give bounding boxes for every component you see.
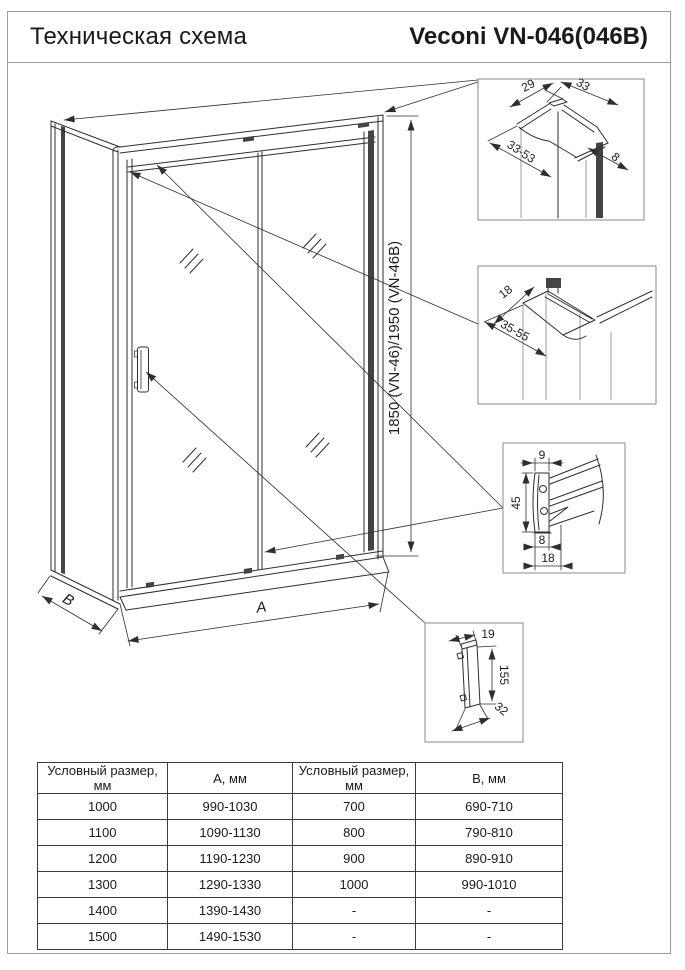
table-cell: 1100 <box>38 820 168 846</box>
table-cell: 700 <box>293 794 416 820</box>
detail4-dim-19: 19 <box>481 627 495 641</box>
col-header-a-mm: А, мм <box>168 763 293 794</box>
roller <box>146 582 154 588</box>
table-cell: 1000 <box>293 872 416 898</box>
roller <box>244 568 252 574</box>
table-cell: 1000 <box>38 794 168 820</box>
hatch-icon <box>306 433 329 457</box>
leader-lines <box>64 80 503 623</box>
front-frame <box>113 115 389 610</box>
table-cell: 790-810 <box>416 820 563 846</box>
table-header-row <box>38 763 563 794</box>
track-clip <box>243 136 254 142</box>
detail3-dim-8: 8 <box>538 533 546 547</box>
table-cell: 800 <box>293 820 416 846</box>
detail4-dim-32: 32 <box>491 699 512 719</box>
table-cell: 690-710 <box>416 794 563 820</box>
table-cell: 1190-1230 <box>168 846 293 872</box>
size-table-body <box>38 794 563 950</box>
depth-dimension-b <box>38 576 118 634</box>
main-view <box>51 115 389 610</box>
detail-box-top-rail-profile <box>478 75 644 220</box>
table-cell: - <box>416 898 563 924</box>
table-cell: - <box>293 898 416 924</box>
width-dimension-a <box>120 573 388 646</box>
detail1-dim-33-53: 33-53 <box>504 137 538 166</box>
depth-dimension-label: B <box>59 590 77 610</box>
size-table-container <box>37 762 563 950</box>
hatch-icon <box>180 249 203 273</box>
table-row <box>38 820 563 846</box>
detail3-dim-45: 45 <box>509 496 523 510</box>
col-header-nominal-size-a: Условный размер, мм <box>38 763 168 794</box>
table-cell: 1490-1530 <box>168 924 293 950</box>
height-dimension <box>376 116 418 556</box>
width-dimension-label: A <box>255 598 268 617</box>
side-panel <box>51 121 120 609</box>
detail-box-handle <box>425 623 523 742</box>
hatch-icon <box>303 234 326 258</box>
detail1-dim-29: 29 <box>518 76 538 95</box>
track-clip <box>358 122 369 128</box>
col-header-b-mm: В, мм <box>416 763 563 794</box>
table-cell: 990-1030 <box>168 794 293 820</box>
page-title: Техническая схема <box>30 23 248 50</box>
detail2-dim-35-55: 35-55 <box>498 316 532 345</box>
detail4-dim-155: 155 <box>497 664 511 686</box>
detail-box-wall-profile-top <box>478 266 656 404</box>
detail-box-wall-profile-section <box>503 443 625 573</box>
size-table <box>37 762 563 950</box>
table-cell: 900 <box>293 846 416 872</box>
detail1-dim-8: 8 <box>608 149 623 165</box>
table-cell: 890-910 <box>416 846 563 872</box>
table-cell: 1500 <box>38 924 168 950</box>
height-dimension-label: 1850 (VN-46)/1950 (VN-46B) <box>386 240 403 436</box>
table-row <box>38 898 563 924</box>
table-row <box>38 794 563 820</box>
glass-hatch-marks <box>180 234 329 472</box>
col-header-nominal-size-b: Условный размер, мм <box>293 763 416 794</box>
table-row <box>38 872 563 898</box>
detail1-dim-33: 33 <box>573 75 593 94</box>
table-cell: 1300 <box>38 872 168 898</box>
table-cell: - <box>293 924 416 950</box>
dimensions <box>38 116 418 646</box>
table-cell: 1290-1330 <box>168 872 293 898</box>
product-title: Veconi VN-046(046B) <box>409 23 648 50</box>
detail3-dim-18: 18 <box>541 551 555 565</box>
table-row <box>38 846 563 872</box>
table-cell: 1200 <box>38 846 168 872</box>
table-cell: - <box>416 924 563 950</box>
detail3-dim-9: 9 <box>538 448 546 462</box>
roller <box>336 554 344 560</box>
door-handle <box>135 347 149 392</box>
detail2-dim-18: 18 <box>495 282 516 302</box>
table-cell: 1400 <box>38 898 168 924</box>
table-cell: 990-1010 <box>416 872 563 898</box>
hatch-icon <box>183 448 206 472</box>
table-cell: 1090-1130 <box>168 820 293 846</box>
table-row <box>38 924 563 950</box>
table-cell: 1390-1430 <box>168 898 293 924</box>
